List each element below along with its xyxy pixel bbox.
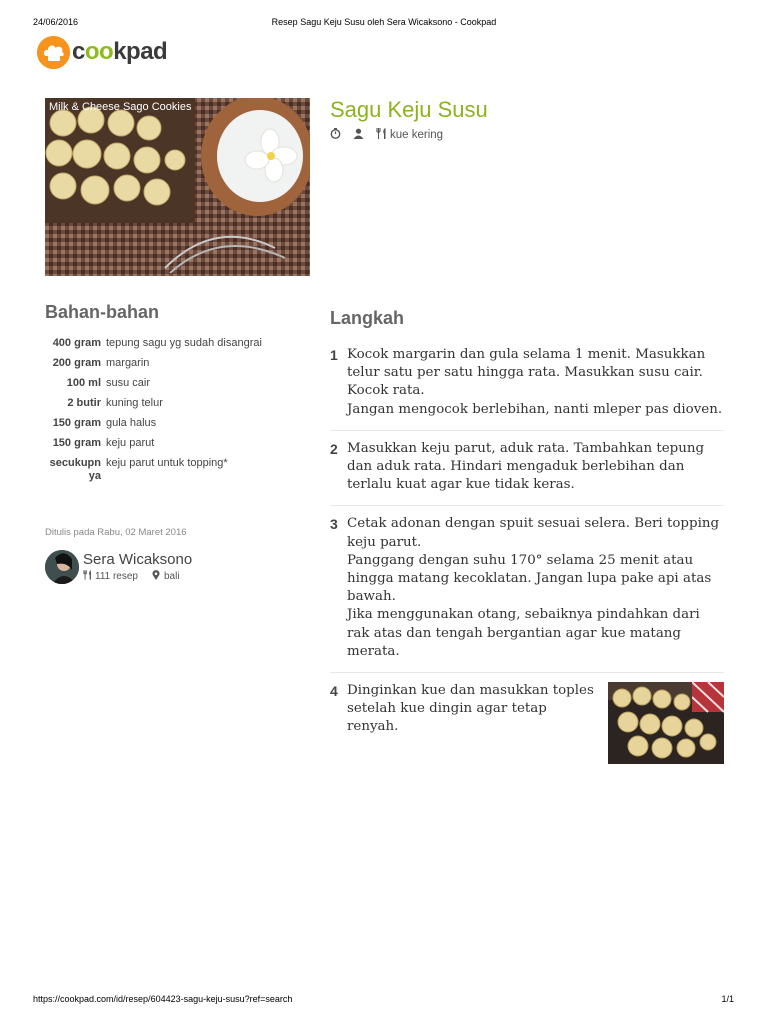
location-pin-icon [152, 570, 160, 583]
author-name[interactable]: Sera Wicaksono [83, 551, 193, 568]
step-text: Masukkan keju parut, aduk rata. Tambahkan tepung dan aduk rata. Hindari mengaduk berlebihan dan terlalu kuat agar kue tidak keras. [347, 440, 705, 493]
step-text: Jangan mengocok berlebihan, nanti mleper pas dioven. [347, 401, 723, 417]
print-url: https://cookpad.com/id/resep/604423-sagu-keju-susu?ref=search [33, 994, 293, 1004]
ingredient-item [45, 457, 295, 483]
ingredient-item [45, 377, 295, 390]
author-recipe-count: 111 resep [95, 571, 138, 582]
ingredients-list [45, 337, 295, 490]
category-label[interactable]: kue kering [390, 129, 444, 141]
ingredient-item [45, 397, 295, 410]
ingredient-name: gula halus [106, 417, 157, 429]
servings-icon [353, 128, 364, 142]
ingredients-heading: Bahan-bahan [45, 302, 160, 322]
published-date: Ditulis pada Rabu, 02 Maret 2016 [45, 527, 187, 538]
ingredient-qty: 2 butir [67, 397, 101, 409]
step-text: Jika menggunakan otang, sebaiknya pindahkan dari rak atas dan tengah bergantian agar kue matang merata. [347, 607, 700, 659]
ingredient-qty: 150 gram [52, 417, 101, 429]
ingredient-qty: secukupnya [49, 457, 101, 482]
step-text: Cetak adonan dengan spuit sesuai selera. Beri topping keju parut. [347, 516, 720, 550]
ingredient-item [45, 357, 295, 370]
ingredient-item [45, 337, 295, 350]
category[interactable] [376, 128, 443, 142]
steps-heading: Langkah [330, 308, 405, 328]
step-item [330, 515, 724, 673]
step-item [330, 346, 724, 431]
avatar[interactable] [45, 550, 79, 584]
step-number: 2 [330, 440, 338, 457]
svg-text:Milk & Cheese Sago Cookies: Milk & Cheese Sago Cookies [49, 101, 192, 113]
cookpad-logo[interactable] [37, 35, 167, 69]
step-text: Panggang dengan suhu 170° selama 25 menit atau hingga matang kecoklatan. Jangan lupa pake api atas bawah. [347, 552, 712, 605]
fork-knife-icon [376, 128, 388, 142]
ingredient-item [45, 417, 295, 430]
step-number: 4 [330, 683, 338, 700]
ingredient-name: kuning telur [106, 397, 163, 409]
recipe-hero-image [45, 98, 310, 276]
print-title: Resep Sagu Keju Susu oleh Sera Wicaksono - Cookpad [271, 17, 497, 27]
recipe-title: Sagu Keju Susu [330, 97, 488, 122]
chef-hat-icon [37, 36, 70, 69]
step-item [330, 682, 724, 775]
print-page-number: 1/1 [721, 994, 734, 1004]
step-number: 3 [330, 516, 338, 533]
ingredient-name: susu cair [106, 377, 151, 389]
author-card[interactable] [45, 550, 192, 584]
step-photo[interactable] [608, 682, 724, 764]
step-item [330, 440, 724, 507]
ingredient-name: tepung sagu yg sudah disangrai [106, 337, 262, 349]
ingredient-qty: 200 gram [52, 357, 101, 369]
ingredient-qty: 150 gram [52, 437, 101, 449]
ingredient-name: keju parut untuk topping* [106, 457, 228, 469]
ingredient-qty: 100 ml [66, 377, 101, 389]
print-date: 24/06/2016 [33, 17, 79, 27]
step-text: Kocok margarin dan gula selama 1 menit. Masukkan telur satu per satu hingga rata. Masukkan susu cair. Kocok rata. [347, 347, 706, 399]
step-text: Dinginkan kue dan masukkan toples setelah kue dingin agar tetap renyah. [347, 683, 594, 735]
author-location: bali [164, 571, 180, 582]
logo-wordmark: cookpad [72, 38, 168, 65]
step-number: 1 [330, 347, 338, 363]
ingredient-name: keju parut [106, 437, 155, 449]
ingredient-qty: 400 gram [52, 337, 101, 349]
recipe-meta [330, 128, 443, 142]
timer-icon [330, 128, 341, 142]
ingredient-item [45, 437, 295, 450]
ingredient-name: margarin [106, 357, 150, 369]
fork-knife-icon [83, 570, 93, 583]
steps-list [330, 346, 724, 784]
